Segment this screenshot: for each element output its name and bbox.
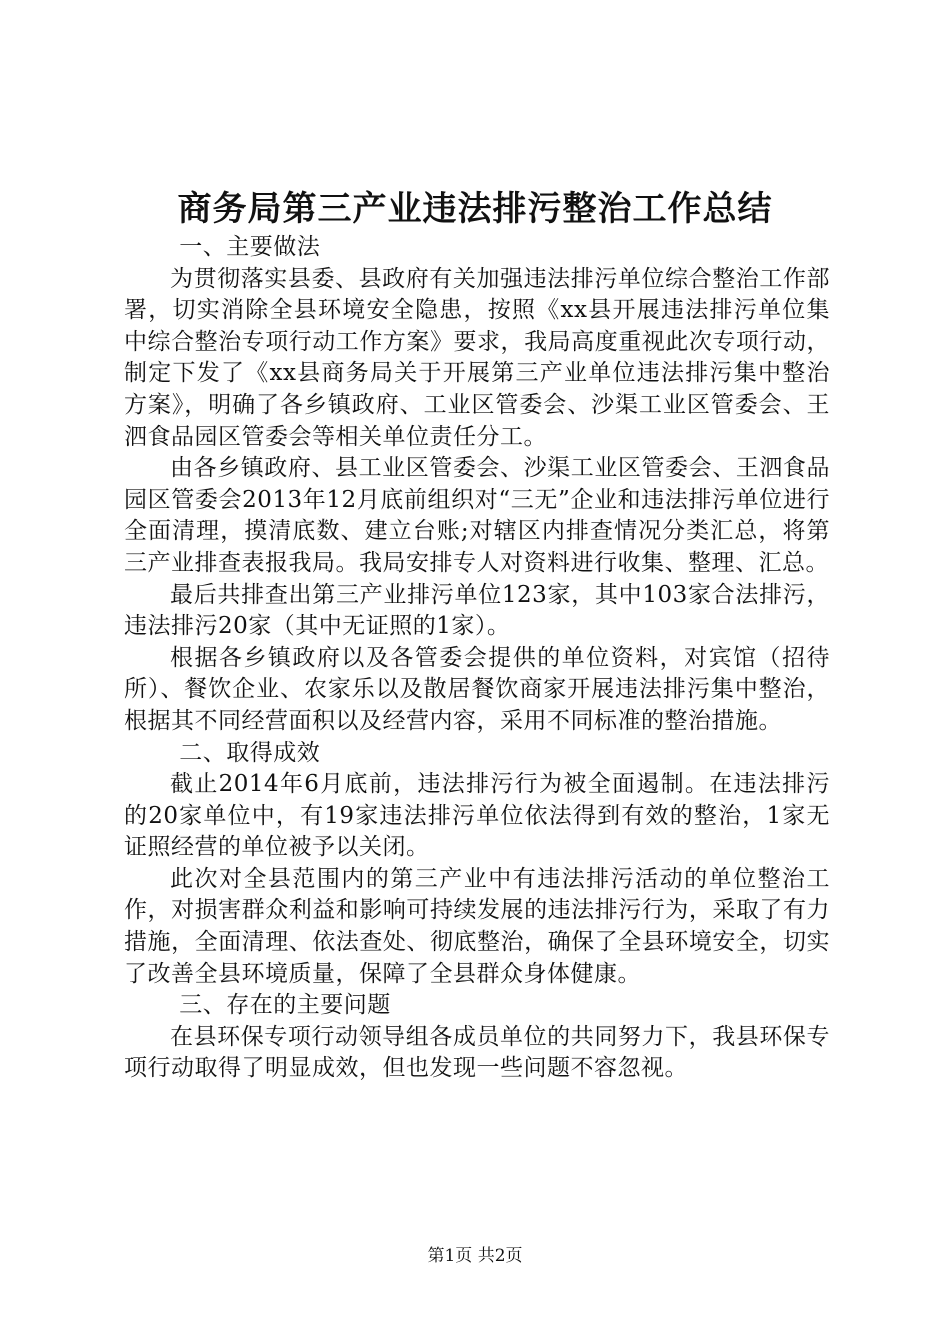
document-title: 商务局第三产业违法排污整治工作总结 bbox=[177, 189, 773, 229]
section-heading: 三、存在的主要问题 bbox=[179, 992, 391, 1019]
paragraph: 根据各乡镇政府以及各管委会提供的单位资料，对宾馆（招待所）、餐饮企业、农家乐以及散居餐饮商家开展违法排污集中整治，根据其不同经营面积以及经营内容，采用不同标准的整治措施。 bbox=[124, 644, 830, 734]
paragraph: 由各乡镇政府、县工业区管委会、沙渠工业区管委会、王泗食品园区管委会2013年12月底前组织对“三无”企业和违法排污单位进行全面清理，摸清底数、建立台账;对辖区内排查情况分类汇总，将第三产业排查表报我局。我局安排专人对资料进行收集、整理、汇总。 bbox=[124, 455, 830, 576]
document-body bbox=[124, 232, 830, 1085]
paragraph: 此次对全县范围内的第三产业中有违法排污活动的单位整治工作，对损害群众利益和影响可持续发展的违法排污行为，采取了有力措施，全面清理、依法查处、彻底整治，确保了全县环境安全，切实了改善全县环境质量，保障了全县群众身体健康。 bbox=[124, 865, 830, 987]
section-heading: 一、主要做法 bbox=[179, 234, 321, 260]
section-heading: 二、取得成效 bbox=[179, 739, 321, 766]
paragraph: 在县环保专项行动领导组各成员单位的共同努力下，我县环保专项行动取得了明显成效，但也发现一些问题不容忽视。 bbox=[124, 1023, 830, 1082]
paragraph: 为贯彻落实县委、县政府有关加强违法排污单位综合整治工作部署，切实消除全县环境安全隐患，按照《xx县开展违法排污单位集中综合整治专项行动工作方案》要求，我局高度重视此次专项行动，制定下发了《xx县商务局关于开展第三产业单位违法排污集中整治方案》，明确了各乡镇政府、工业区管委会、沙渠工业区管委会、王泗食品园区管委会等相关单位责任分工。 bbox=[124, 265, 830, 450]
paragraph: 截止2014年6月底前，违法排污行为被全面遏制。在违法排污的20家单位中，有19家违法排污单位依法得到有效的整治，1家无证照经营的单位被予以关闭。 bbox=[124, 771, 830, 861]
paragraph: 最后共排查出第三产业排污单位123家，其中103家合法排污，违法排污20家（其中无证照的1家）。 bbox=[124, 581, 830, 640]
page-footer: 第1页 共2页 bbox=[427, 1246, 523, 1266]
